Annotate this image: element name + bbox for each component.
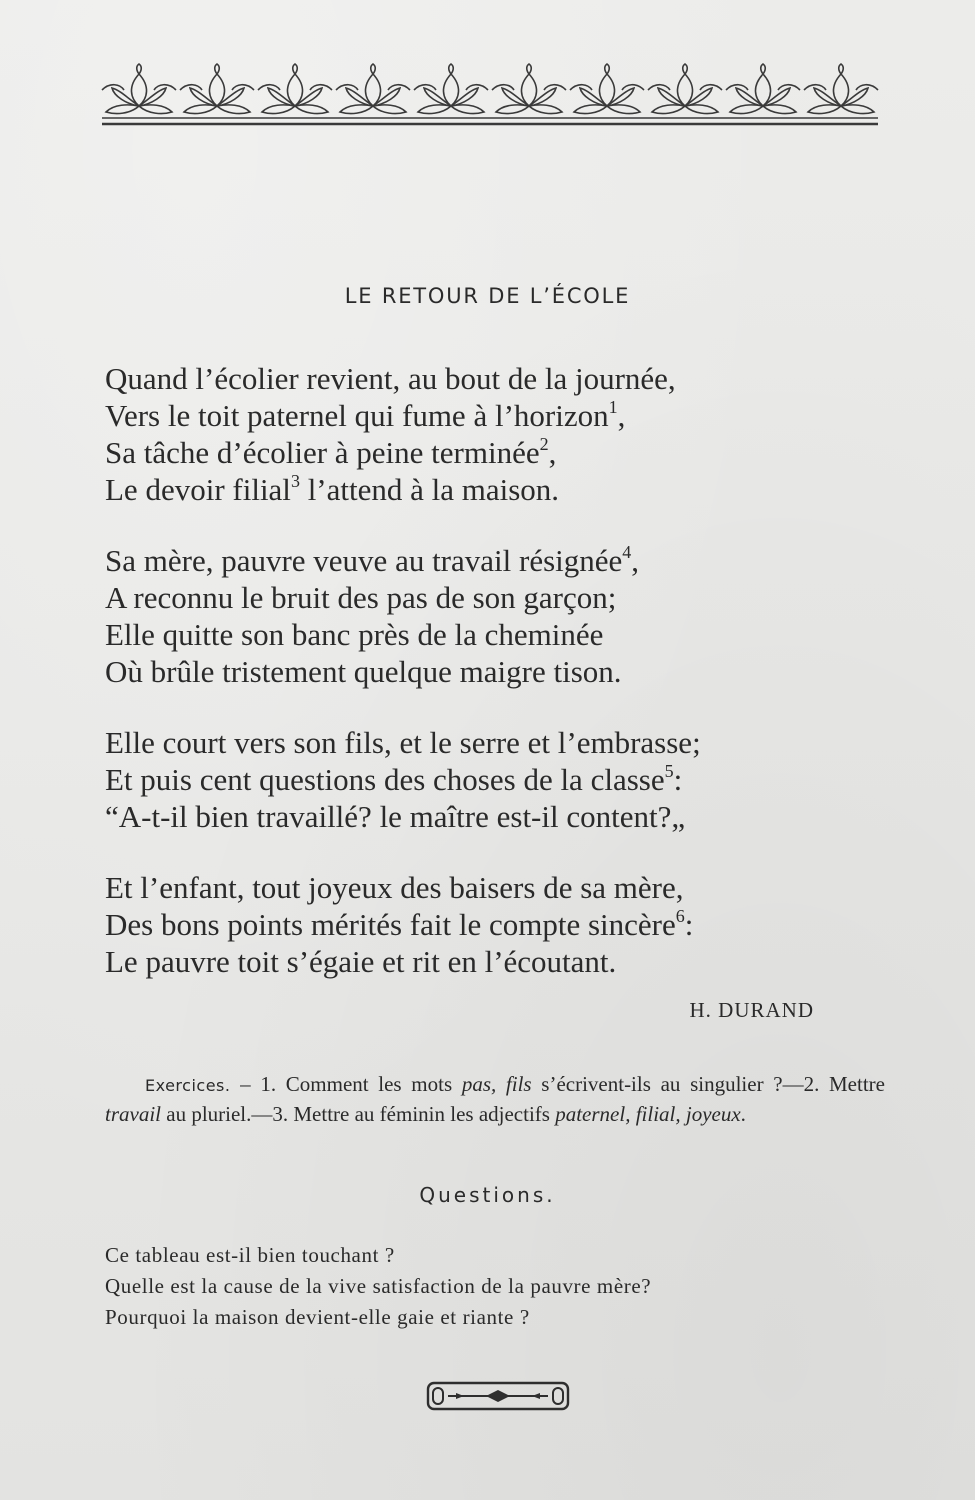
exercises-text: au pluriel.—3. Mettre au féminin les adjectifs (161, 1102, 556, 1126)
footnote-marker: 1 (608, 396, 618, 417)
verse-punctuation: , (631, 543, 640, 578)
verse-text: Des bons points mérités fait le compte sincère (105, 907, 676, 942)
verse-line: Et l’enfant, tout joyeux des baisers de sa mère, (105, 870, 684, 905)
verse-line: Elle court vers son fils, et le serre et l’embrasse; (105, 725, 701, 760)
verse-line: Elle quitte son banc près de la cheminée (105, 617, 604, 652)
verse-line: Où brûle tristement quelque maigre tison. (105, 654, 622, 689)
author-signature: H. DURAND (689, 998, 814, 1022)
exercises-italic: pas, fils (461, 1072, 532, 1096)
stanza-3 (105, 724, 865, 835)
verse-text: Le devoir filial (105, 472, 291, 507)
stanza-4 (105, 869, 865, 980)
exercises-text: – 1. Comment les mots (230, 1072, 462, 1096)
question-item: Quelle est la cause de la vive satisfaction de la pauvre mère? (105, 1274, 652, 1298)
floral-header-ornament (100, 60, 880, 130)
verse-text: Et puis cent questions des choses de la classe (105, 762, 665, 797)
poem (105, 360, 865, 1014)
verse-punctuation: : (684, 907, 694, 942)
poem-title: LE RETOUR DE L’ÉCOLE (344, 284, 631, 308)
verse-punctuation: , (548, 435, 557, 470)
stanza-2 (105, 542, 865, 690)
verse-text: Sa tâche d’écolier à peine terminée (105, 435, 540, 470)
verse-text: Vers le toit paternel qui fume à l’horizon (105, 398, 609, 433)
exercises-italic: paternel, filial, joyeux (555, 1102, 741, 1126)
footnote-marker: 3 (290, 470, 300, 491)
verse-line (105, 397, 865, 434)
verse-punctuation: , (617, 398, 626, 433)
end-ornament (426, 1381, 570, 1411)
footnote-marker: 4 (622, 541, 632, 562)
exercises-text: . (740, 1102, 746, 1126)
verse-text: l’attend à la maison. (299, 472, 560, 507)
verse-text: Sa mère, pauvre veuve au travail résignée (105, 543, 623, 578)
verse-line (105, 542, 865, 579)
verse-line: Quand l’écolier revient, au bout de la journée, (105, 361, 676, 396)
exercises-italic: travail (105, 1102, 161, 1126)
verse-punctuation: : (673, 762, 683, 797)
verse-line: Le pauvre toit s’égaie et rit en l’écoutant. (105, 944, 617, 979)
question-item: Pourquoi la maison devient-elle gaie et riante ? (105, 1305, 530, 1329)
questions-list (105, 1240, 865, 1333)
verse-line: A reconnu le bruit des pas de son garçon; (105, 580, 617, 615)
verse-line (105, 761, 865, 798)
questions-heading: Questions. (419, 1183, 556, 1207)
exercises-text: s’écrivent-ils au singulier ?—2. Mettre (531, 1072, 891, 1096)
footnote-marker: 2 (539, 433, 549, 454)
verse-line (105, 434, 865, 471)
verse-line: “A-t-il bien travaillé? le maître est-il content?„ (105, 799, 686, 834)
footnote-marker: 6 (675, 905, 685, 926)
exercises-paragraph (105, 1070, 891, 1128)
footnote-marker: 5 (664, 760, 674, 781)
question-item: Ce tableau est-il bien touchant ? (105, 1243, 395, 1267)
verse-line (105, 471, 865, 508)
exercises-label: Exercices. (145, 1076, 231, 1095)
verse-line (105, 906, 865, 943)
stanza-1 (105, 360, 865, 508)
